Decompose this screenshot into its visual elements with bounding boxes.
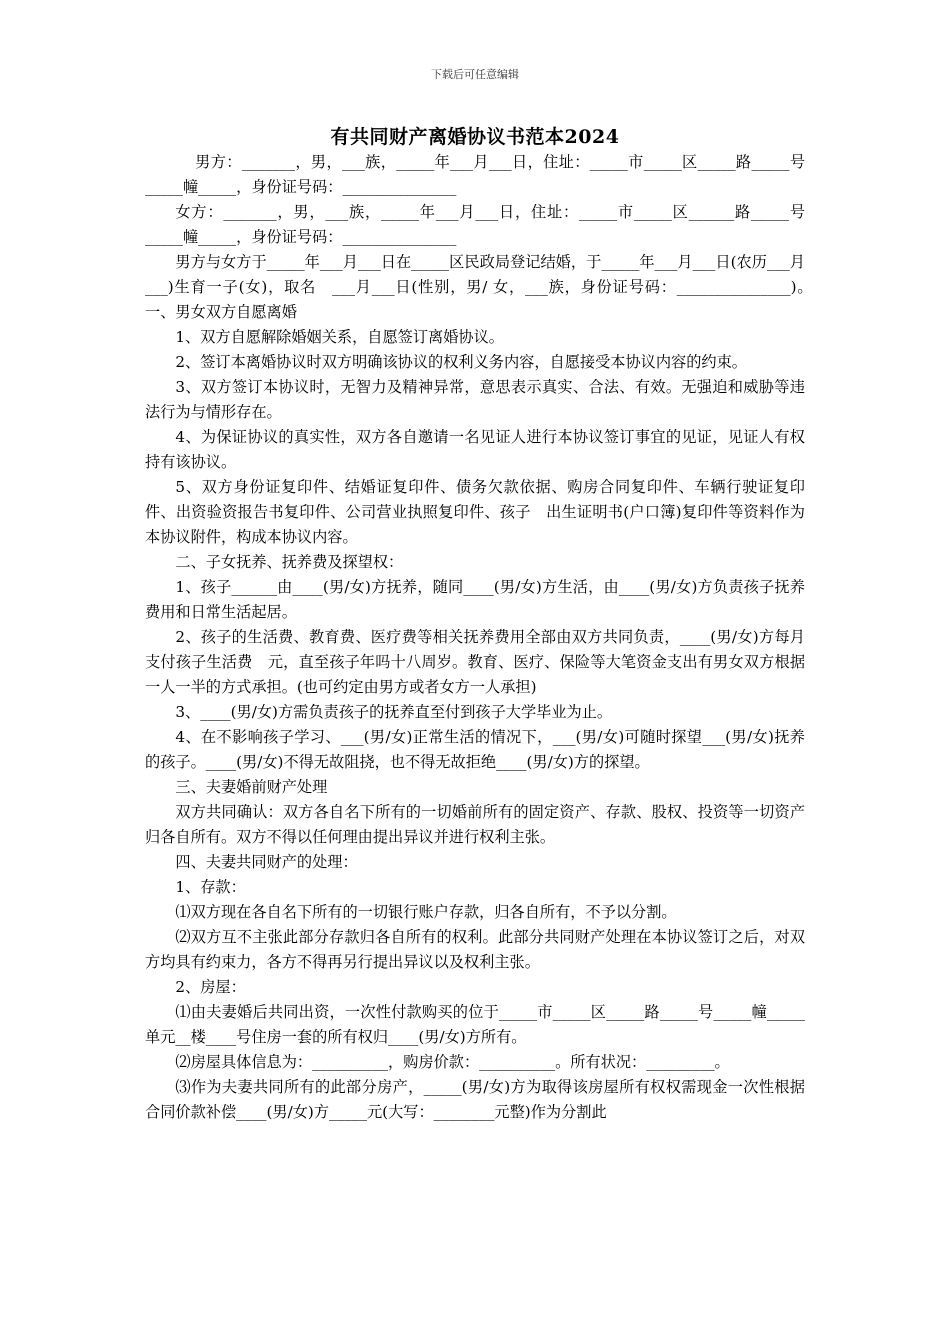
paragraph: 1、孩子______由____(男/女)方抚养，随同____(男/女)方生活，由____(男/女)方负责孩子抚养费用和日常生活起居。 [145, 578, 805, 621]
paragraph-male-party: 男方：_______，男，___族，_____年___月___日，住址：_____市_____区_____路_____号_____幢_____，身份证号码：_______________ [145, 153, 805, 196]
paragraph: 双方共同确认：双方各自名下所有的一切婚前所有的固定资产、存款、股权、投资等一切资产归各自所有。双方不得以任何理由提出异议并进行权利主张。 [145, 803, 805, 846]
paragraph-marriage-info: 男方与女方于_____年___月___日在_____区民政局登记结婚，于_____年___月___日(农历___月___)生育一子(女)，取名 ___月___日(性别，男/ 女，___族，身份证号码：_______________)。 一、男女双方自愿离婚 [145, 253, 851, 321]
paragraph: ⑴双方现在各自名下所有的一切银行账户存款，归各自所有，不予以分割。 [175, 903, 677, 921]
paragraph: ⑴由夫妻婚后共同出资，一次性付款购买的位于_____市_____区_____路_____号_____幢_____单元__楼____号住房一套的所有权归____(男/女)方所有。 [145, 1003, 805, 1046]
paragraph: ⑵房屋具体信息为：__________，购房价款：__________。所有状况：_________。 [175, 1053, 730, 1071]
paragraph: 1、双方自愿解除婚姻关系，自愿签订离婚协议。 [175, 328, 504, 346]
paragraph: 3、双方签订本协议时，无智力及精神异常，意思表示真实、合法、有效。无强迫和威胁等违法行为与情形存在。 [145, 378, 805, 421]
header-note: 下载后可任意编辑 [431, 68, 519, 81]
paragraph: 3、____(男/女)方需负责孩子的抚养直至付到孩子大学毕业为止。 [175, 703, 613, 721]
section-heading: 二、子女抚养、抚养费及探望权： [175, 553, 404, 571]
document-title: 有共同财产离婚协议书范本2024 [330, 126, 620, 148]
section-heading: 三、夫妻婚前财产处理 [175, 778, 328, 796]
paragraph: ⑵双方互不主张此部分存款归各自所有的权利。此部分共同财产处理在本协议签订之后，对双方均具有约束力，各方不得再另行提出异议以及权利主张。 [145, 928, 805, 971]
subsection-heading: 2、房屋： [175, 978, 246, 996]
paragraph: 2、孩子的生活费、教育费、医疗费等相关抚养费用全部由双方共同负责，____(男/女)方每月支付孩子生活费 元，直至孩子年吗十八周岁。教育、医疗、保险等大笔资金支出有男女双方根据一人一半的方式承担。(也可约定由男方或者女方一人承担) [145, 628, 805, 696]
paragraph-female-party: 女方：_______，男，___族，_____年___月___日，住址：_____市_____区______路_____号_____幢_____，身份证号码：_______________ [145, 203, 805, 246]
paragraph: 5、双方身份证复印件、结婚证复印件、债务欠款依据、购房合同复印件、车辆行驶证复印件、出资验资报告书复印件、公司营业执照复印件、孩子 出生证明书(户口簿)复印件等资料作为本协议附件，构成本协议内容。 [145, 478, 805, 546]
paragraph: ⑶作为夫妻共同所有的此部分房产，_____(男/女)方为取得该房屋所有权权需现金一次性根据合同价款补偿____(男/女)方_____元(大写：________元整)作为分割此 [145, 1078, 805, 1121]
paragraph: 4、为保证协议的真实性，双方各自邀请一名见证人进行本协议签订事宜的见证，见证人有权持有该协议。 [145, 428, 805, 471]
paragraph: 4、在不影响孩子学习、___(男/女)正常生活的情况下，___(男/女)可随时探望___(男/女)抚养的孩子。____(男/女)不得无故阻挠，也不得无故拒绝____(男/女)方的探望。 [145, 728, 805, 771]
document-body [145, 150, 851, 1125]
section-heading: 四、夫妻共同财产的处理： [175, 853, 358, 871]
paragraph: 2、签订本离婚协议时双方明确该协议的权利义务内容，自愿接受本协议内容的约束。 [175, 353, 747, 371]
subsection-heading: 1、存款： [175, 878, 246, 896]
